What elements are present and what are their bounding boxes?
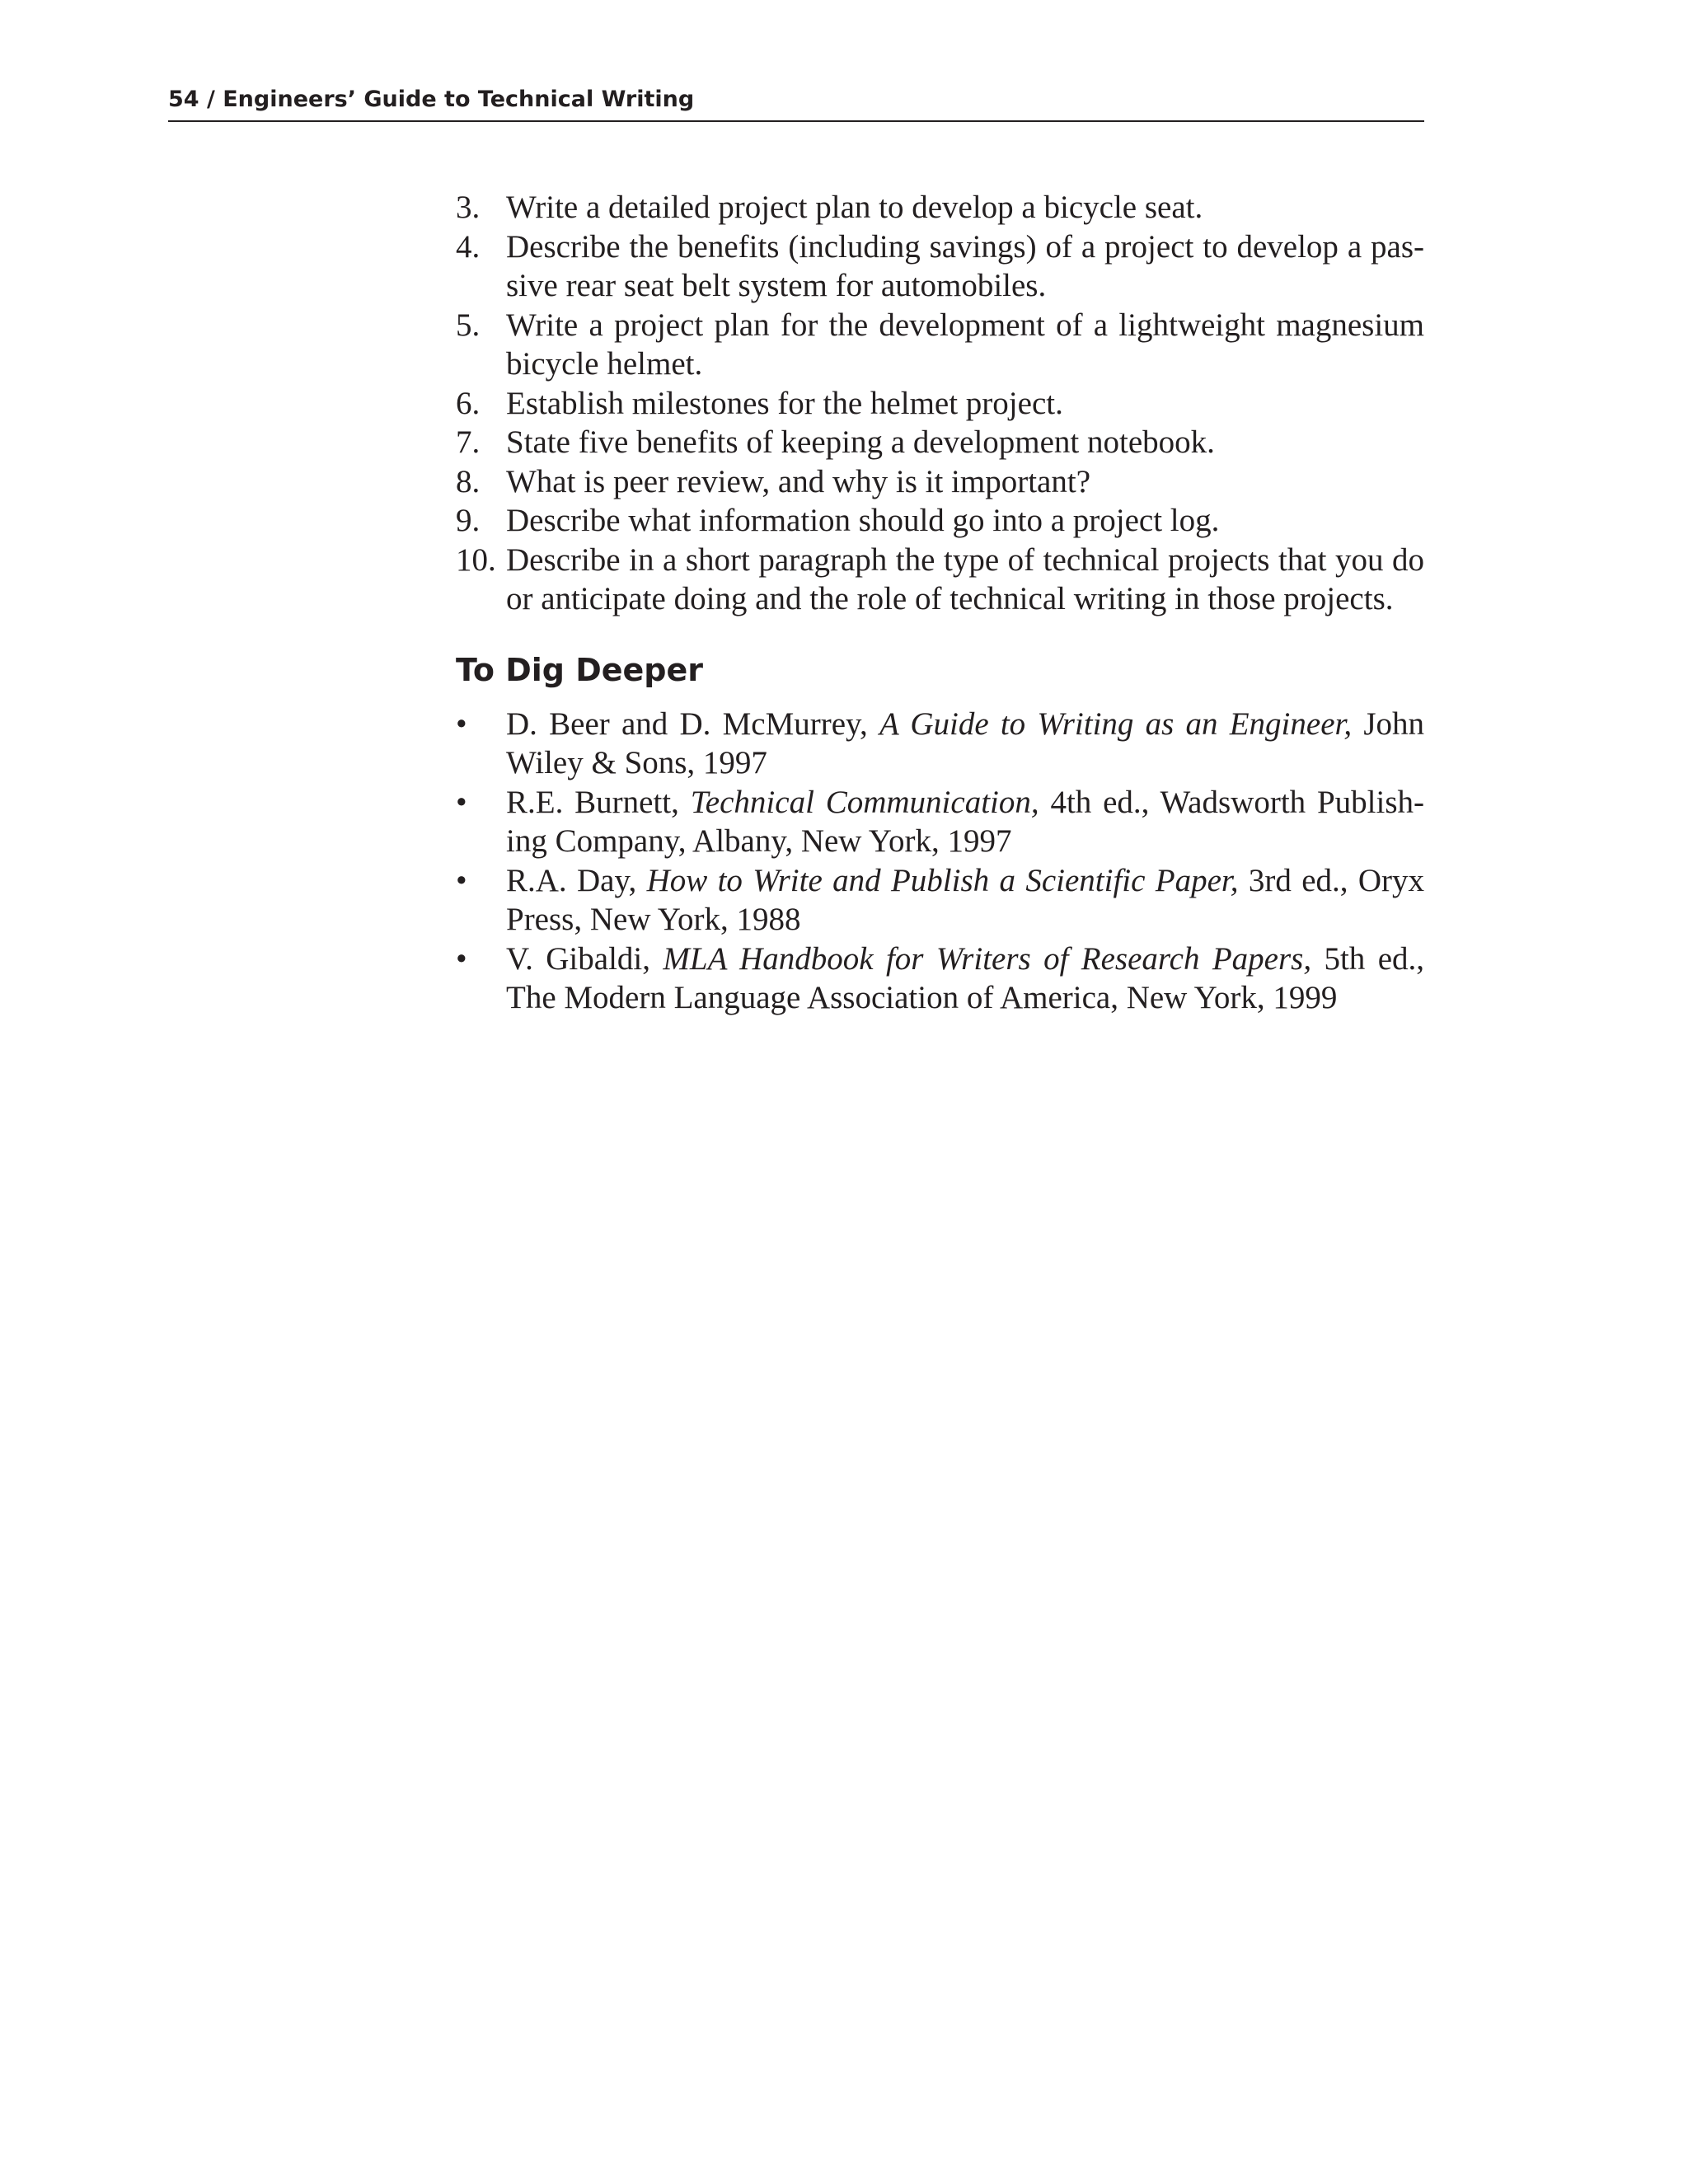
exercise-item xyxy=(456,384,1424,424)
exercise-text: What is peer review, and why is it important? xyxy=(506,463,1091,499)
exercise-item xyxy=(456,227,1424,306)
exercise-item xyxy=(456,501,1424,541)
page-content xyxy=(456,188,1424,1018)
reference-details: 5th ed., The Modern Language Association of America, New York, 1999 xyxy=(506,940,1424,1015)
bullet-marker: • xyxy=(456,940,467,977)
exercise-list xyxy=(456,188,1424,619)
exercise-number: 4. xyxy=(456,228,481,265)
reference-title: Technical Communication, xyxy=(690,784,1039,820)
exercise-text: Write a project plan for the development of a lightweight magnesium bicycle helmet. xyxy=(506,307,1424,382)
exercise-number: 10. xyxy=(456,541,496,578)
exercise-text: Describe what information should go into a project log. xyxy=(506,503,1220,538)
reference-details: John Wiley & Sons, 1997 xyxy=(506,705,1425,780)
exercise-item xyxy=(456,306,1424,384)
bullet-marker: • xyxy=(456,862,467,898)
bullet-marker: • xyxy=(456,784,467,820)
reference-title: A Guide to Writing as an Engineer, xyxy=(879,705,1353,742)
reference-details: 4th ed., Wadsworth Publish-ing Company, Albany, New York, 1997 xyxy=(506,784,1424,859)
exercise-text: Establish milestones for the helmet project. xyxy=(506,385,1063,421)
running-head xyxy=(168,86,1424,122)
exercise-number: 5. xyxy=(456,307,481,343)
running-head-text: 54 / Engineers’ Guide to Technical Writing xyxy=(168,87,695,112)
exercise-item xyxy=(456,541,1424,619)
exercise-item xyxy=(456,423,1424,462)
reference-author: V. Gibaldi, xyxy=(506,940,651,977)
exercise-number: 9. xyxy=(456,503,481,538)
reference-author: R.E. Burnett, xyxy=(506,784,679,820)
exercise-text: Write a detailed project plan to develop a bicycle seat. xyxy=(506,190,1203,225)
exercise-item xyxy=(456,462,1424,502)
reference-item xyxy=(456,861,1424,940)
reference-item xyxy=(456,940,1424,1018)
section-heading: To Dig Deeper xyxy=(456,651,704,688)
exercise-number: 6. xyxy=(456,385,481,421)
reference-list xyxy=(456,705,1424,1018)
reference-item xyxy=(456,783,1424,861)
exercise-text: Describe the benefits (including savings) of a project to develop a pas-sive rear seat belt system for automobiles. xyxy=(506,228,1424,303)
exercise-item xyxy=(456,188,1424,227)
reference-title: How to Write and Publish a Scientific Paper, xyxy=(646,862,1239,898)
exercise-text: State five benefits of keeping a development notebook. xyxy=(506,424,1215,460)
reference-details: 3rd ed., Oryx Press, New York, 1988 xyxy=(506,862,1425,937)
reference-title: MLA Handbook for Writers of Research Papers, xyxy=(663,940,1312,977)
reference-author: R.A. Day, xyxy=(506,862,637,898)
bullet-marker: • xyxy=(456,705,467,742)
exercise-number: 8. xyxy=(456,463,481,499)
exercise-number: 3. xyxy=(456,190,481,225)
exercise-number: 7. xyxy=(456,424,481,460)
reference-author: D. Beer and D. McMurrey, xyxy=(506,705,868,742)
exercise-text: Describe in a short paragraph the type of technical projects that you do or anticipate doing and the role of technical writing in those projects. xyxy=(506,541,1424,616)
reference-item xyxy=(456,705,1424,783)
